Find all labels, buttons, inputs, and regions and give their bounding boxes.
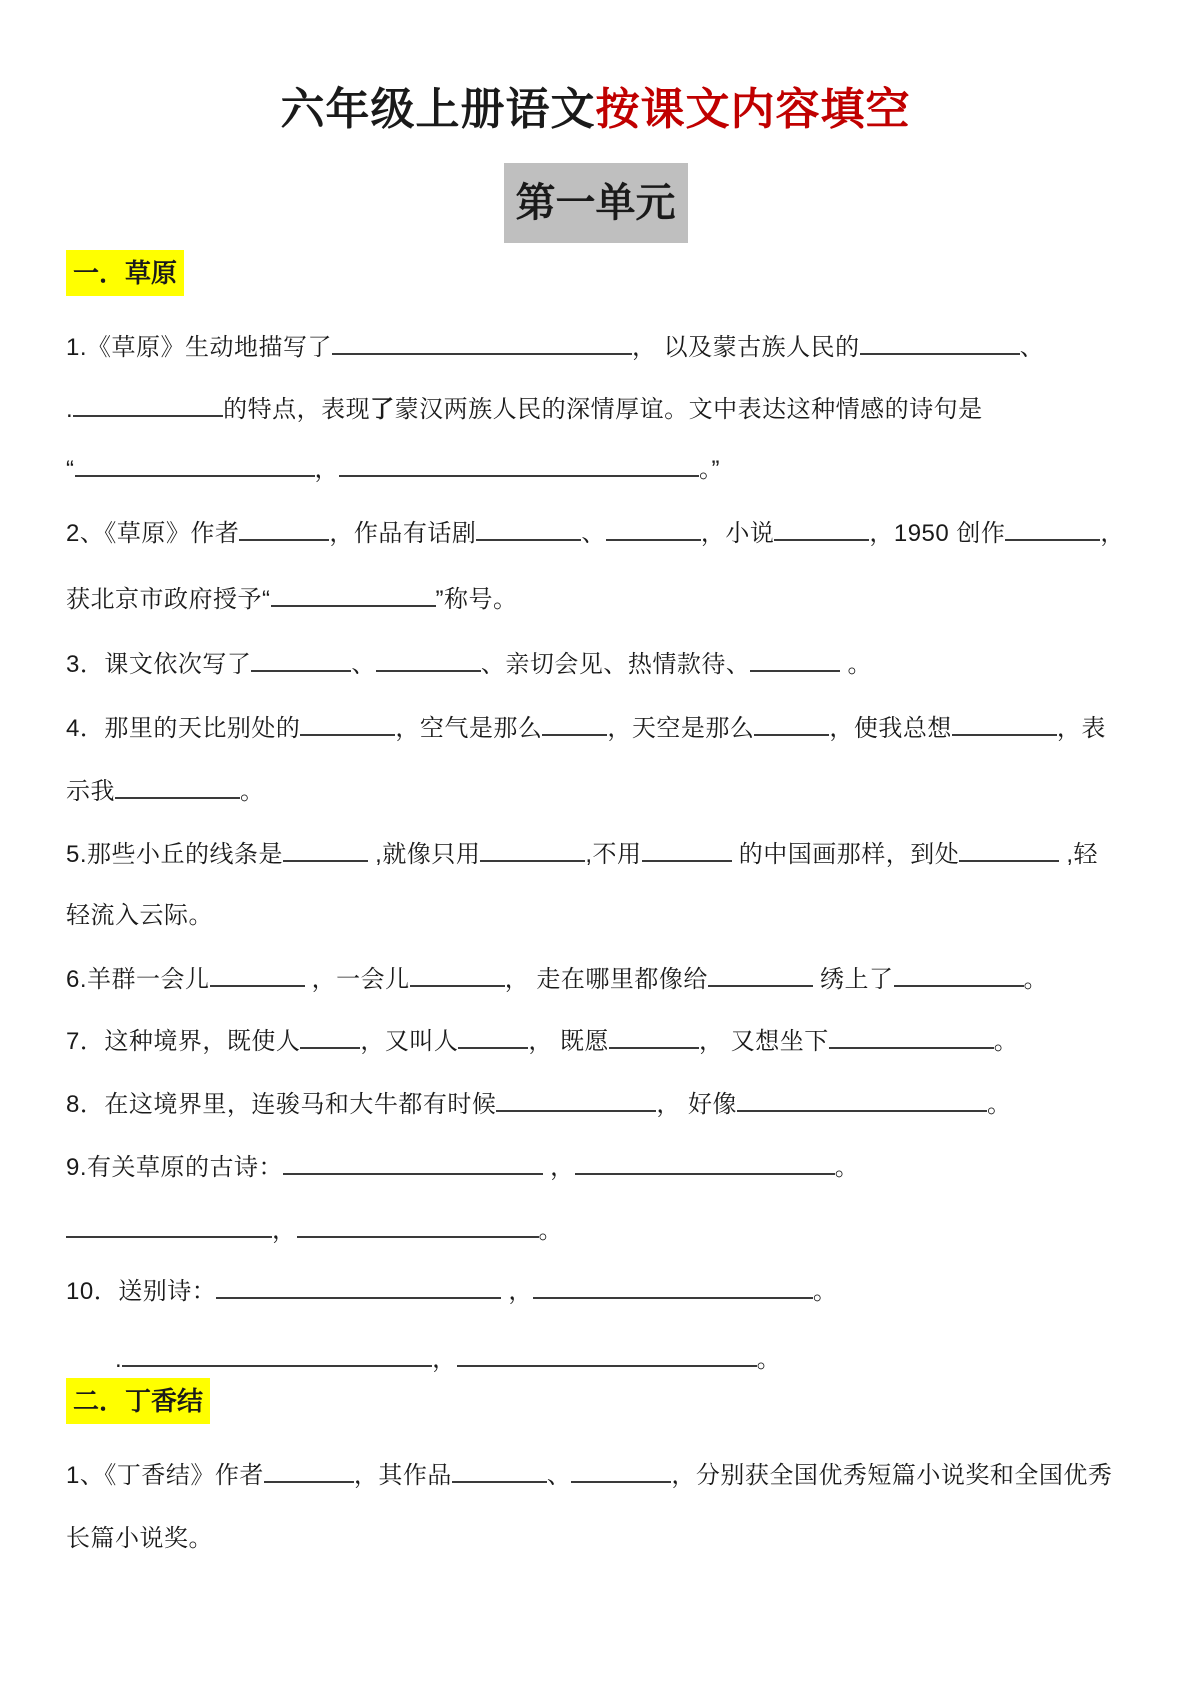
- line-text: 。: [834, 1154, 860, 1182]
- document-line: [66, 452, 720, 487]
- fill-in-blank: [575, 1150, 835, 1175]
- line-text: ，一会儿: [304, 966, 410, 994]
- line-text: 。: [1023, 966, 1049, 994]
- fill-in-blank: [571, 1458, 671, 1483]
- document-line: [66, 392, 983, 427]
- line-text: 蒙汉两族人民的深情厚谊。文中表达这种情感的诗句是: [394, 396, 983, 424]
- document-line: [66, 1150, 859, 1185]
- document-line: [66, 516, 1125, 551]
- fill-in-blank: [216, 1274, 501, 1299]
- document-line: [66, 1024, 1018, 1059]
- document-line: [115, 1342, 781, 1377]
- line-text: 的特点，表现: [223, 396, 371, 424]
- line-text: 10．送别诗：: [66, 1278, 217, 1306]
- line-text: ，作品有话剧: [329, 520, 477, 548]
- fill-in-blank: [239, 516, 329, 541]
- fill-in-blank: [251, 647, 351, 672]
- line-text: 、: [351, 651, 376, 679]
- fill-in-blank: [300, 711, 395, 736]
- document-line: [66, 711, 1106, 746]
- document-line: [66, 1087, 1012, 1122]
- document-line: [66, 837, 1098, 872]
- line-text: “: [66, 456, 75, 484]
- fill-in-blank: [410, 962, 505, 987]
- fill-in-blank: [210, 962, 305, 987]
- fill-in-blank: [496, 1087, 656, 1112]
- fill-in-blank: [737, 1087, 987, 1112]
- fill-in-blank: [894, 962, 1024, 987]
- fill-in-blank: [283, 837, 368, 862]
- document-line: [66, 1213, 563, 1248]
- fill-in-blank: [480, 837, 585, 862]
- line-text: 。: [840, 651, 873, 679]
- line-text: 7．这种境界，既使人: [66, 1028, 301, 1056]
- line-text: ， 又想坐下: [699, 1028, 829, 1056]
- line-text: ，分别获全国优秀短篇小说奖和全国优秀: [671, 1462, 1113, 1490]
- fill-in-blank: [533, 1274, 813, 1299]
- line-text: ，使我总想: [829, 715, 952, 743]
- line-text: 获北京市政府授予“: [66, 586, 271, 614]
- line-text: ,就像只用: [368, 841, 481, 869]
- fill-in-blank: [271, 582, 436, 607]
- fill-in-blank: [332, 330, 632, 355]
- line-text: 。: [240, 778, 265, 806]
- fill-in-blank: [542, 711, 607, 736]
- document-title: [0, 84, 1191, 136]
- line-text: 绣上了: [812, 966, 894, 994]
- fill-in-blank: [283, 1150, 543, 1175]
- fill-in-blank: [458, 1024, 528, 1049]
- document-line: [66, 1274, 837, 1309]
- line-text: ，其作品: [353, 1462, 452, 1490]
- line-text: 长篇小说奖。: [66, 1525, 213, 1552]
- line-text: .: [115, 1346, 123, 1374]
- line-text: 4．那里的天比别处的: [66, 715, 301, 743]
- unit-heading: 第一单元: [504, 163, 688, 243]
- fill-in-blank: [829, 1024, 994, 1049]
- fill-in-blank: [708, 962, 813, 987]
- line-text: 的中国画那样，到处: [731, 841, 960, 869]
- line-text: 5.那些小丘的线条是: [66, 841, 284, 869]
- line-text: ， 走在哪里都像给: [504, 966, 708, 994]
- line-text: 、: [581, 520, 606, 548]
- line-text: .: [66, 396, 74, 424]
- document-line: [66, 962, 1048, 997]
- line-text: 。: [812, 1278, 838, 1306]
- fill-in-blank: [339, 452, 699, 477]
- line-text: ，: [314, 456, 339, 484]
- line-text: ，又叫人: [360, 1028, 459, 1056]
- fill-in-blank: [115, 774, 240, 799]
- section-heading-caoyuan: 一．草原: [66, 250, 184, 296]
- line-text: 。: [987, 1091, 1012, 1119]
- line-text: 。: [756, 1346, 782, 1374]
- fill-in-blank: [754, 711, 829, 736]
- fill-in-blank: [300, 1024, 360, 1049]
- document-title-red: 按课文内容填空: [595, 85, 911, 134]
- document-line: [66, 774, 265, 809]
- line-text: 示我: [66, 778, 115, 806]
- fill-in-blank: [457, 1342, 757, 1367]
- document-title-black: 六年级上册语文: [280, 85, 596, 134]
- line-text: ，表: [1056, 715, 1106, 743]
- line-text: 9.有关草原的古诗：: [66, 1154, 284, 1182]
- line-text: ，: [432, 1346, 457, 1374]
- line-text: ，: [501, 1278, 533, 1306]
- document-line: [66, 1458, 1112, 1493]
- line-text: 。: [993, 1028, 1019, 1056]
- document-line: [66, 899, 213, 933]
- line-text: 1.《草原》生动地描写了: [66, 334, 333, 362]
- line-text: 轻流入云际。: [66, 902, 213, 929]
- line-text: ，空气是那么: [395, 715, 543, 743]
- line-text: ， 既愿: [528, 1028, 610, 1056]
- fill-in-blank: [860, 330, 1020, 355]
- line-text: 1、《丁香结》作者: [66, 1462, 264, 1490]
- line-text: 2、《草原》作者: [66, 520, 240, 548]
- line-text: 、: [546, 1462, 572, 1490]
- line-text: 6.羊群一会儿: [66, 966, 210, 994]
- line-text: 3．课文依次写了: [66, 651, 252, 679]
- fill-in-blank: [376, 647, 481, 672]
- line-text: ，1950 创作: [869, 520, 1006, 548]
- document-line: [66, 582, 518, 617]
- fill-in-blank: [959, 837, 1059, 862]
- fill-in-blank: [609, 1024, 699, 1049]
- fill-in-blank: [452, 1458, 547, 1483]
- section-heading-dingxiangjie: 二．丁香结: [66, 1378, 210, 1424]
- line-text: ，: [272, 1217, 297, 1245]
- line-text: ，小说: [700, 520, 775, 548]
- fill-in-blank: [73, 392, 223, 417]
- line-text: 、: [1019, 334, 1045, 362]
- line-text: 了: [370, 396, 395, 424]
- fill-in-blank: [122, 1342, 432, 1367]
- fill-in-blank: [297, 1213, 539, 1238]
- line-text: 、亲切会见、热情款待、: [480, 651, 751, 679]
- line-text: ，天空是那么: [607, 715, 755, 743]
- line-text: ，: [543, 1154, 575, 1182]
- line-text: ”称号。: [435, 586, 518, 614]
- line-text: ，: [1100, 520, 1125, 548]
- fill-in-blank: [774, 516, 869, 541]
- fill-in-blank: [750, 647, 840, 672]
- document-line: [66, 330, 1044, 365]
- fill-in-blank: [606, 516, 701, 541]
- line-text: ， 以及蒙古族人民的: [632, 334, 860, 362]
- line-text: ， 好像: [656, 1091, 738, 1119]
- line-text: ,轻: [1059, 841, 1099, 869]
- document-line: [66, 647, 872, 682]
- line-text: 。: [538, 1217, 563, 1245]
- line-text: ,不用: [585, 841, 642, 869]
- fill-in-blank: [66, 1213, 272, 1238]
- fill-in-blank: [952, 711, 1057, 736]
- document-line: [66, 1522, 213, 1556]
- fill-in-blank: [264, 1458, 354, 1483]
- line-text: 8．在这境界里，连骏马和大牛都有时候: [66, 1091, 497, 1119]
- line-text: 。”: [699, 456, 720, 484]
- fill-in-blank: [476, 516, 581, 541]
- fill-in-blank: [75, 452, 315, 477]
- fill-in-blank: [1005, 516, 1100, 541]
- fill-in-blank: [642, 837, 732, 862]
